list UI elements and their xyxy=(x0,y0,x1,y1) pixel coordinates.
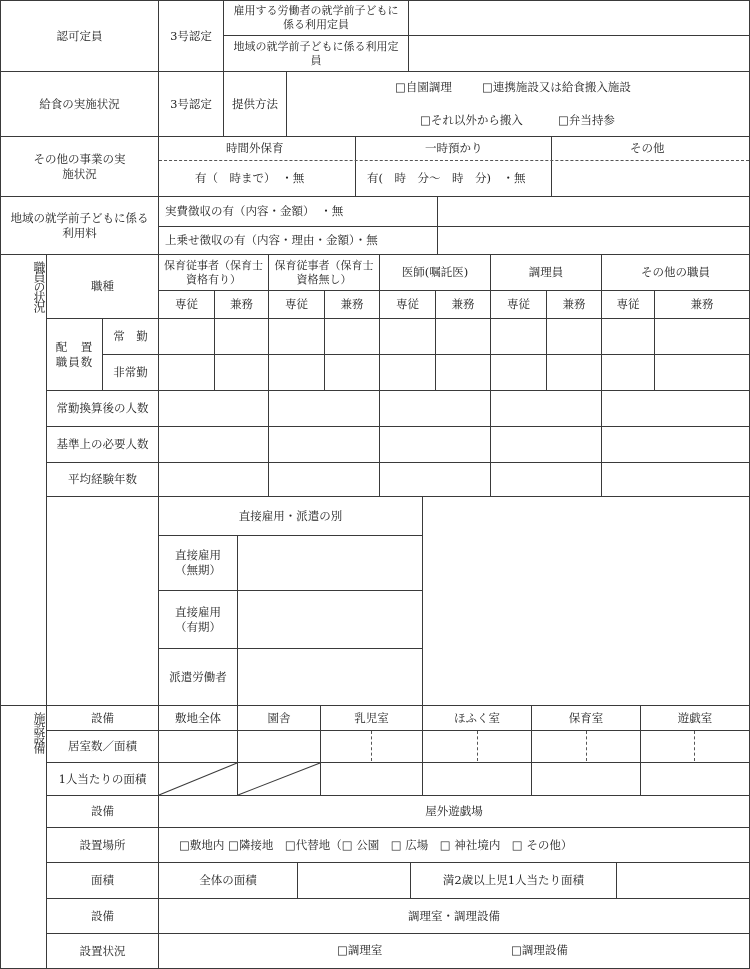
capacity-type: 3号認定 xyxy=(158,0,224,72)
per-person-input[interactable] xyxy=(640,762,750,796)
per-person-label: 1人当たりの面積 xyxy=(46,762,159,796)
parttime-input[interactable] xyxy=(546,354,602,391)
direct-indefinite-input[interactable] xyxy=(237,535,423,591)
room-playroom: 遊戯室 xyxy=(640,705,750,731)
job-type-nursery-qualified: 保育従事者（保育士資格有り） xyxy=(158,254,269,291)
exclusive-label: 専従 xyxy=(379,290,436,319)
fulltime-input[interactable] xyxy=(546,318,602,355)
parttime-input[interactable] xyxy=(324,354,380,391)
fte-label: 常勤換算後の人数 xyxy=(46,390,159,427)
avg-years-label: 平均経験年数 xyxy=(46,462,159,497)
concurrent-label: 兼務 xyxy=(654,290,750,319)
room-building: 園舎 xyxy=(237,705,321,731)
capacity-local-label: 地域の就学前子どもに係る利用定員 xyxy=(223,35,409,72)
area-label: 面積 xyxy=(46,862,159,899)
meals-label: 給食の実施状況 xyxy=(0,71,159,137)
concurrent-label: 兼務 xyxy=(324,290,380,319)
total-area-label: 全体の面積 xyxy=(158,862,298,899)
fulltime-input[interactable] xyxy=(379,318,436,355)
parttime-input[interactable] xyxy=(214,354,269,391)
fulltime-input[interactable] xyxy=(324,318,380,355)
employment-header: 直接雇用・派遣の別 xyxy=(158,496,423,536)
capacity-label: 認可定員 xyxy=(0,0,159,72)
kitchen-equipment-option[interactable]: □調理設備 xyxy=(511,943,568,957)
fulltime-input[interactable] xyxy=(654,318,750,355)
capacity-workers-input[interactable] xyxy=(408,0,750,36)
dashed-divider xyxy=(159,160,749,161)
exclusive-label: 専従 xyxy=(268,290,325,319)
rooms-area-label: 居室数／面積 xyxy=(46,730,159,763)
exclusive-label: 専従 xyxy=(158,290,215,319)
equipment-label: 設備 xyxy=(46,795,159,828)
fulltime-input[interactable] xyxy=(435,318,491,355)
dashed-divider xyxy=(477,731,478,761)
parttime-input[interactable] xyxy=(268,354,325,391)
other-service-label: その他 xyxy=(630,141,665,155)
exclusive-label: 専従 xyxy=(490,290,547,319)
fees-actual-cost-input[interactable] xyxy=(437,196,750,227)
required-label: 基準上の必要人数 xyxy=(46,426,159,463)
fees-extra-charge-input[interactable] xyxy=(437,226,750,255)
outdoor-playground-label: 屋外遊戯場 xyxy=(158,795,750,828)
overtime-label: 時間外保育 xyxy=(226,141,284,155)
location-label: 設置場所 xyxy=(46,827,159,863)
rooms-area-input[interactable] xyxy=(640,730,750,763)
required-input[interactable] xyxy=(379,426,491,463)
avg-years-input[interactable] xyxy=(158,462,269,497)
kitchen-label: 調理室・調理設備 xyxy=(158,898,750,934)
fulltime-label: 常 勤 xyxy=(102,318,159,355)
per-child-area-input[interactable] xyxy=(616,862,750,899)
parttime-input[interactable] xyxy=(435,354,491,391)
fte-input[interactable] xyxy=(158,390,269,427)
fulltime-input[interactable] xyxy=(158,318,215,355)
per-person-input[interactable] xyxy=(422,762,532,796)
dashed-divider xyxy=(371,731,372,761)
room-site: 敷地全体 xyxy=(158,705,238,731)
total-area-input[interactable] xyxy=(297,862,411,899)
fulltime-input[interactable] xyxy=(490,318,547,355)
required-input[interactable] xyxy=(490,426,602,463)
other-services-label: その他の事業の実施状況 xyxy=(0,136,159,197)
dashed-divider xyxy=(586,731,587,761)
parttime-input[interactable] xyxy=(158,354,215,391)
fte-input[interactable] xyxy=(490,390,602,427)
avg-years-input[interactable] xyxy=(601,462,750,497)
rooms-area-input[interactable] xyxy=(237,730,321,763)
assigned-staff-label: 配 置職員数 xyxy=(46,318,103,391)
dashed-divider xyxy=(694,731,695,761)
required-input[interactable] xyxy=(158,426,269,463)
diagonal-strike xyxy=(158,762,321,796)
capacity-workers-label: 雇用する労働者の就学前子どもに係る利用定員 xyxy=(223,0,409,36)
meals-option-partner[interactable]: □連携施設又は給食搬入施設 xyxy=(482,80,631,94)
room-crawling: ほふく室 xyxy=(422,705,532,731)
job-type-cook: 調理員 xyxy=(490,254,602,291)
fulltime-input[interactable] xyxy=(214,318,269,355)
parttime-input[interactable] xyxy=(490,354,547,391)
install-status-label: 設置状況 xyxy=(46,933,159,969)
avg-years-input[interactable] xyxy=(268,462,380,497)
fte-input[interactable] xyxy=(601,390,750,427)
fte-input[interactable] xyxy=(379,390,491,427)
required-input[interactable] xyxy=(268,426,380,463)
per-person-input[interactable] xyxy=(531,762,641,796)
avg-years-input[interactable] xyxy=(379,462,491,497)
job-type-other: その他の職員 xyxy=(601,254,750,291)
temporary-value[interactable]: 有( 時 分～ 時 分) ・無 xyxy=(367,171,526,185)
room-nursery: 保育室 xyxy=(531,705,641,731)
concurrent-label: 兼務 xyxy=(214,290,269,319)
concurrent-label: 兼務 xyxy=(435,290,491,319)
concurrent-label: 兼務 xyxy=(546,290,602,319)
per-child-area-label: 満2歳以上児1人当たり面積 xyxy=(410,862,617,899)
temporary-label: 一時預かり xyxy=(425,141,483,155)
capacity-local-input[interactable] xyxy=(408,35,750,72)
meals-method-label: 提供方法 xyxy=(223,71,287,137)
room-infant: 乳児室 xyxy=(320,705,423,731)
facilities-section-label: 施設設備 xyxy=(0,705,47,969)
parttime-label: 非常勤 xyxy=(102,354,159,391)
fulltime-input[interactable] xyxy=(601,318,655,355)
meals-type: 3号認定 xyxy=(158,71,224,137)
kitchen-room-option[interactable]: □調理室 xyxy=(337,943,383,957)
direct-fixed-label: 直接雇用（有期） xyxy=(158,590,238,649)
equipment-label: 設備 xyxy=(46,898,159,934)
direct-fixed-input[interactable] xyxy=(237,590,423,649)
equipment-label: 設備 xyxy=(46,705,159,731)
parttime-input[interactable] xyxy=(654,354,750,391)
fees-extra-charge[interactable]: 上乗せ徴収の有（内容・理由・金額）・無 xyxy=(158,226,438,255)
rooms-area-input[interactable] xyxy=(158,730,238,763)
dispatched-input[interactable] xyxy=(237,648,423,706)
dispatched-label: 派遣労働者 xyxy=(158,648,238,706)
job-type-label: 職種 xyxy=(46,254,159,319)
job-type-doctor: 医師(嘱託医) xyxy=(379,254,491,291)
employment-blank-cell xyxy=(46,496,159,706)
fte-input[interactable] xyxy=(268,390,380,427)
fulltime-input[interactable] xyxy=(268,318,325,355)
meals-option-self[interactable]: □自園調理 xyxy=(395,80,452,94)
meals-option-other[interactable]: □それ以外から搬入 xyxy=(420,113,523,127)
meals-option-bento[interactable]: □弁当持参 xyxy=(558,113,615,127)
required-input[interactable] xyxy=(601,426,750,463)
fees-actual-cost[interactable]: 実費徴収の有（内容・金額） ・無 xyxy=(158,196,438,227)
parttime-input[interactable] xyxy=(379,354,436,391)
job-type-nursery-unqualified: 保育従事者（保育士資格無し） xyxy=(268,254,380,291)
staff-section-label: 職員の状況 xyxy=(0,254,47,706)
direct-indefinite-label: 直接雇用（無期） xyxy=(158,535,238,591)
location-options[interactable]: □敷地内 □隣接地 □代替地（□ 公園 □ 広場 □ 神社境内 □ その他） xyxy=(158,827,750,863)
overtime-value[interactable]: 有（ 時まで） ・無 xyxy=(195,171,305,185)
exclusive-label: 専従 xyxy=(601,290,655,319)
avg-years-input[interactable] xyxy=(490,462,602,497)
per-person-input[interactable] xyxy=(320,762,423,796)
install-status-cell xyxy=(158,933,750,969)
parttime-input[interactable] xyxy=(601,354,655,391)
fees-label: 地域の就学前子どもに係る利用料 xyxy=(0,196,159,255)
employment-notes-cell[interactable] xyxy=(422,496,750,706)
